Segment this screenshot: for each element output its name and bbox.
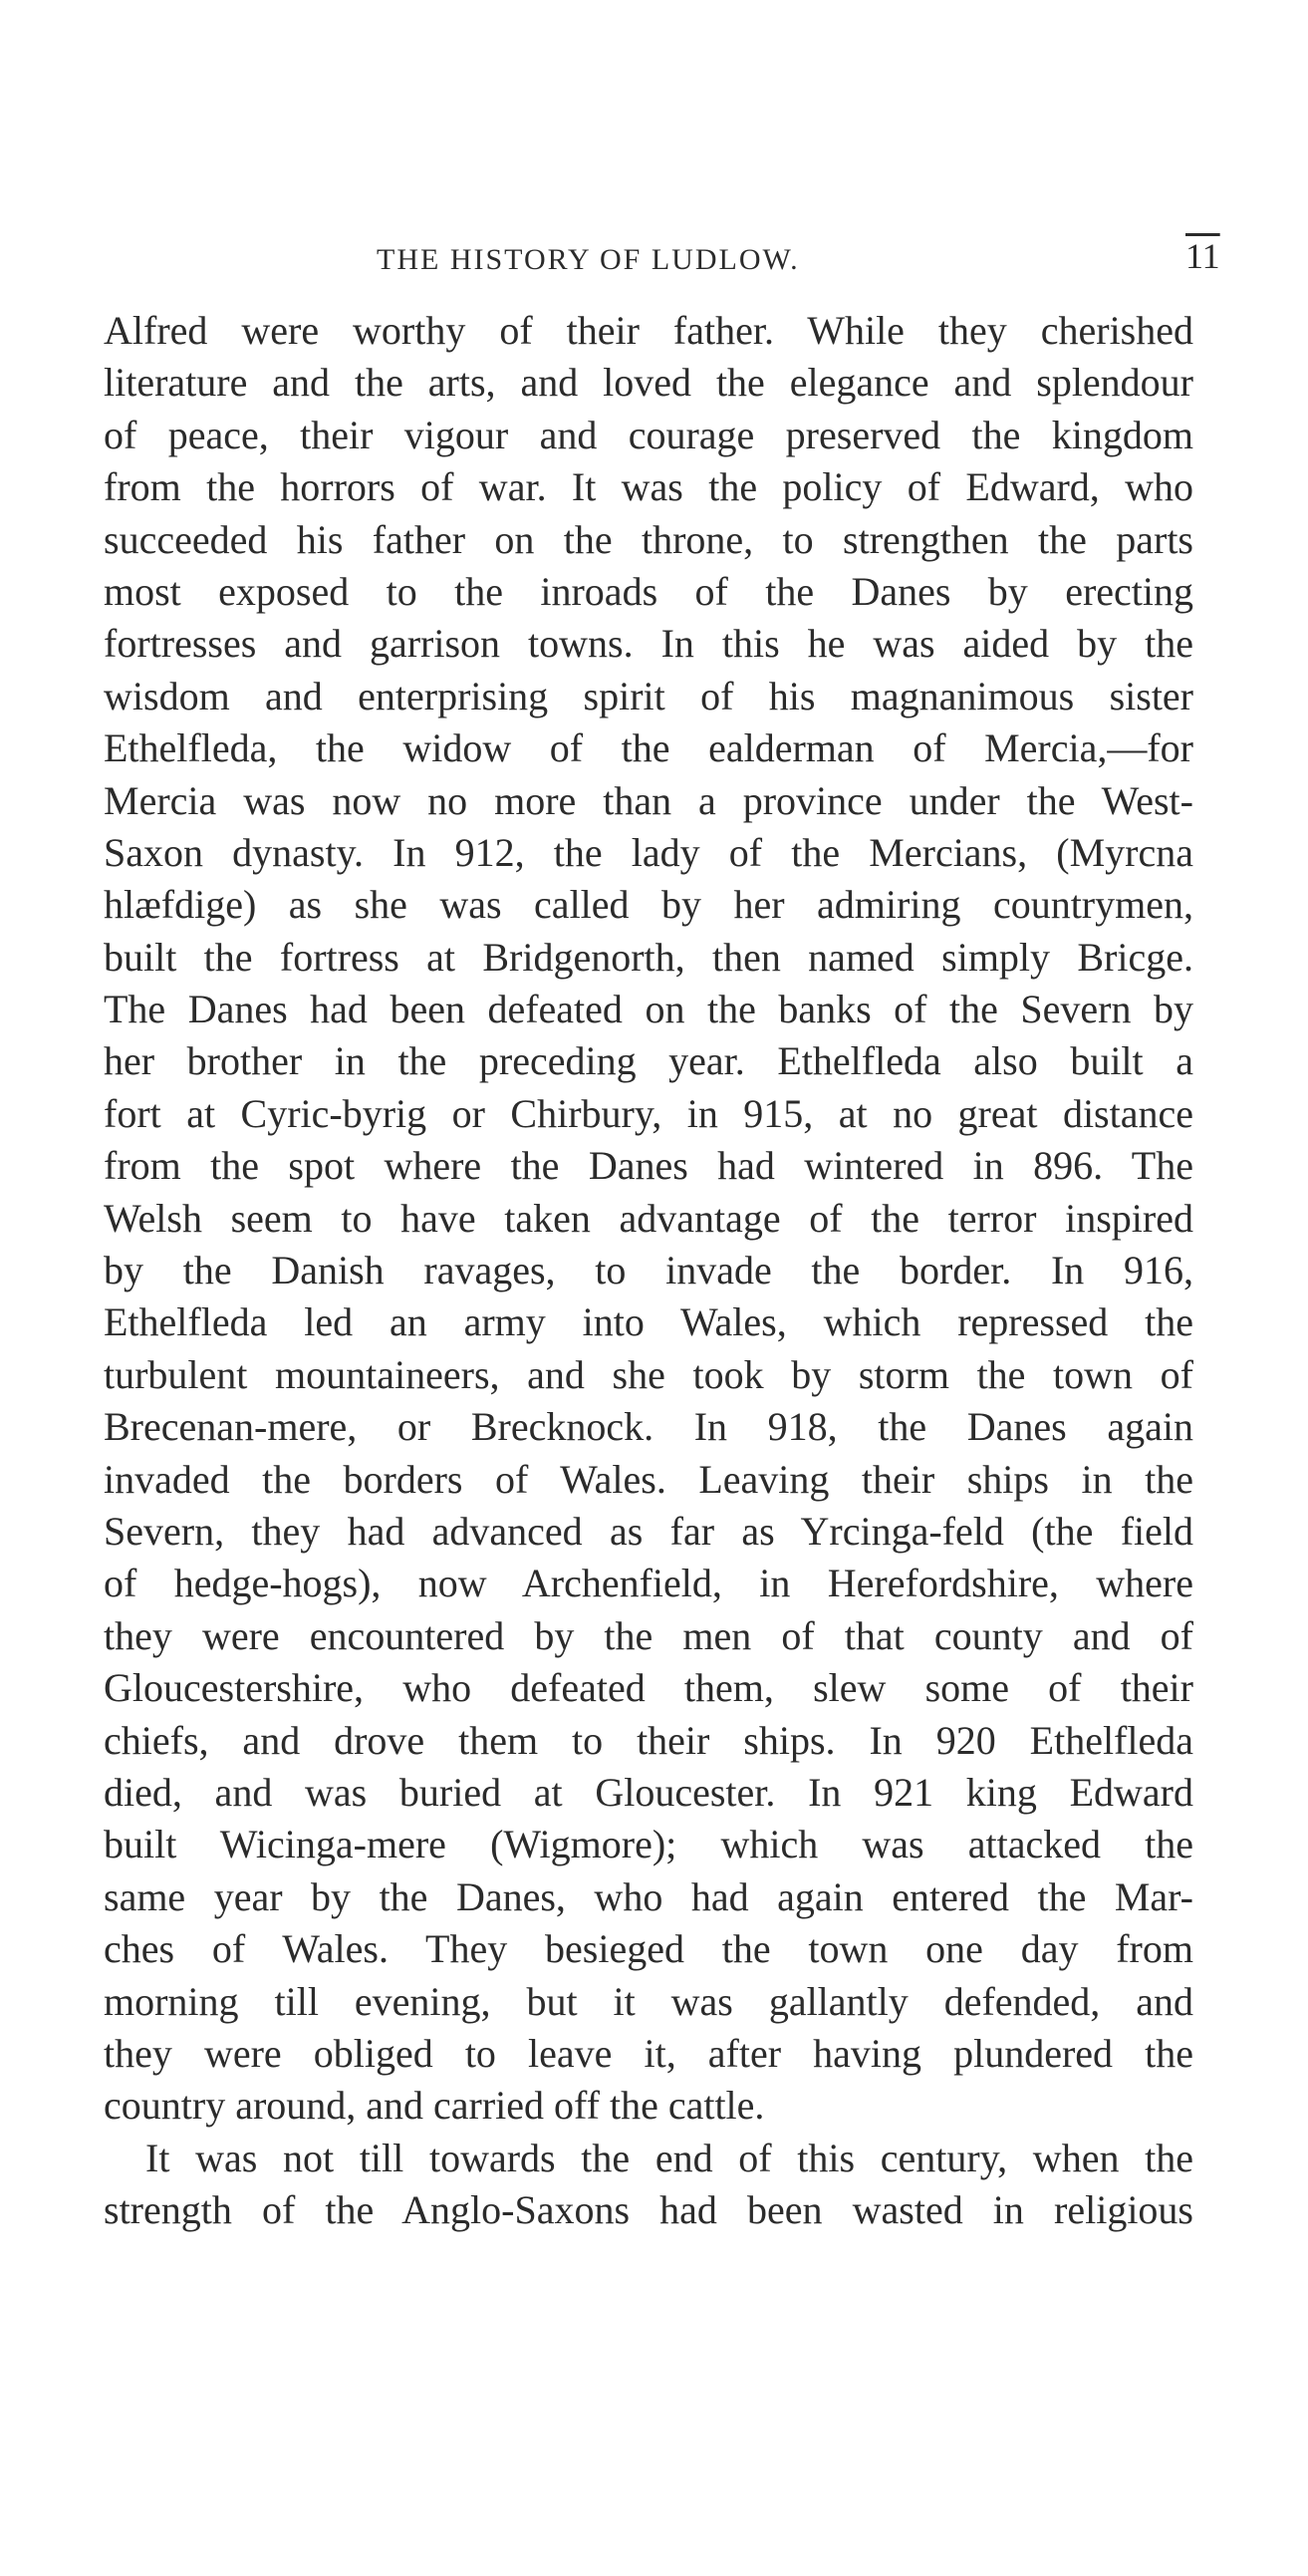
text-line: It was not till towards the end of this century, when the [145,2135,1193,2180]
text-line: Ethelfleda, the widow of the ealderman of Mercia,—for [104,725,1193,771]
text-line: turbulent mountaineers, and she took by storm the town of [104,1351,1193,1397]
text-line: Severn, they had advanced as far as Yrcinga-feld (the field [104,1508,1193,1554]
text-line: they were encountered by the men of that county and of [104,1612,1193,1658]
text-line: literature and the arts, and loved the elegance and splendour [104,360,1193,406]
text-line: built Wicinga-mere (Wigmore); which was attacked the [104,1822,1193,1867]
body-text [104,305,1193,2236]
text-line: of peace, their vigour and courage preserved the kingdom [104,412,1193,457]
text-line: Saxon dynasty. In 912, the lady of the Mercians, (Myrcna [104,829,1193,875]
text-line: from the horrors of war. It was the policy of Edward, who [104,464,1193,510]
text-line: wisdom and enterprising spirit of his magnanimous sister [104,673,1193,718]
text-line: ches of Wales. They besieged the town one day from [104,1926,1193,1972]
text-line: Welsh seem to have taken advantage of the terror inspired [104,1195,1193,1241]
text-line: chiefs, and drove them to their ships. In 920 Ethelfleda [104,1717,1193,1763]
text-line: from the spot where the Danes had wintered in 896. The [104,1143,1193,1189]
text-line: Alfred were worthy of their father. While they cherished [104,308,1193,353]
text-line: they were obliged to leave it, after having plundered the [104,2030,1193,2076]
text-line: fortresses and garrison towns. In this he was aided by the [104,621,1193,667]
text-line: Brecenan-mere, or Brecknock. In 918, the Danes again [104,1404,1193,1450]
text-line: her brother in the preceding year. Ethelfleda also built a [104,1038,1193,1084]
text-line: strength of the Anglo-Saxons had been wasted in religious [104,2187,1193,2233]
text-line: of hedge-hogs), now Archenfield, in Herefordshire, where [104,1561,1193,1606]
text-line: country around, and carried off the cattle. [104,2083,765,2129]
text-line: The Danes had been defeated on the banks of the Severn by [104,987,1193,1032]
text-line: died, and was buried at Gloucester. In 921 king Edward [104,1769,1193,1815]
running-head: THE HISTORY OF LUDLOW. [377,243,800,276]
page-number: 11 [1185,236,1220,276]
text-line: fort at Cyric-byrig or Chirbury, in 915, at no great distance [104,1090,1193,1136]
text-line: Gloucestershire, who defeated them, slew some of their [104,1665,1193,1711]
text-line: invaded the borders of Wales. Leaving their ships in the [104,1456,1193,1502]
text-line: morning till evening, but it was gallantly defended, and [104,1978,1193,2024]
text-line: built the fortress at Bridgenorth, then named simply Bricge. [104,934,1193,980]
text-line: succeeded his father on the throne, to strengthen the parts [104,516,1193,562]
text-line: by the Danish ravages, to invade the border. In 916, [104,1248,1193,1293]
text-line: most exposed to the inroads of the Danes by erecting [104,568,1193,614]
text-line: hlæfdige) as she was called by her admiring countrymen, [104,882,1193,928]
text-line: same year by the Danes, who had again entered the Mar- [104,1873,1193,1919]
text-line: Ethelfleda led an army into Wales, which repressed the [104,1299,1193,1345]
text-line: Mercia was now no more than a province under the West- [104,777,1193,823]
